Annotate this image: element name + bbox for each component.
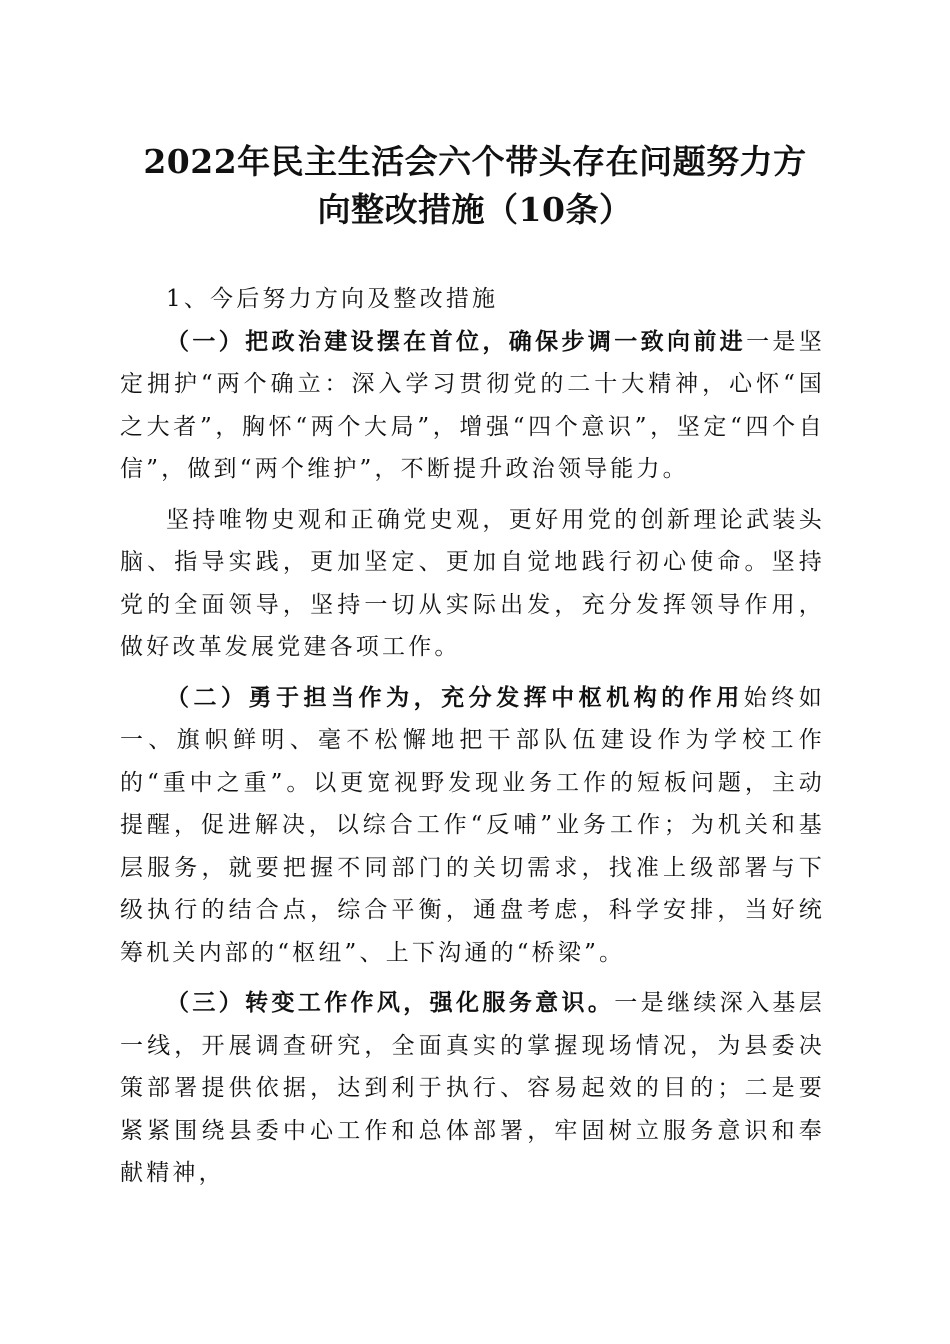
paragraph-4-text: 一是继续深入基层一线，开展调查研究，全面真实的掌握现场情况，为县委决策部署提供依据，达到利于执行、容易起效的目的；二是要紧紧围绕县委中心工作和总体部署，牢固树立服务意识和奉献精神， (120, 990, 825, 1186)
paragraph-4 (120, 982, 825, 1195)
paragraph-1-text: 一是坚定拥护“两个确立：深入学习贯彻党的二十大精神，心怀“国之大者”，胸怀“两个大局”，增强“四个意识”，坚定“四个自信”，做到“两个维护”，不断提升政治领导能力。 (120, 328, 825, 482)
title-line-1: 2022年民主生活会六个带头存在问题努力方 (143, 142, 807, 181)
paragraph-4-lead: （三）转变工作作风，强化服务意识。 (166, 989, 615, 1016)
document-body (120, 278, 825, 1195)
paragraph-2-text: 坚持唯物史观和正确党史观，更好用党的创新理论武装头脑、指导实践，更加坚定、更加自觉地践行初心使命。坚持党的全面领导，坚持一切从实际出发，充分发挥领导作用，做好改革发展党建各项工作。 (120, 506, 825, 660)
paragraph-2 (120, 499, 825, 669)
paragraph-3-text: 始终如一、旗帜鲜明、毫不松懈地把干部队伍建设作为学校工作的“重中之重”。以更宽视野发现业务工作的短板问题，主动提醒，促进解决，以综合工作“反哺”业务工作；为机关和基层服务，就要把握不同部门的关切需求，找准上级部署与下级执行的结合点，综合平衡，通盘考虑，科学安排，当好统筹机关内部的“枢纽”、上下沟通的“桥梁”。 (120, 684, 825, 966)
paragraph-3-lead: （二）勇于担当作为，充分发挥中枢机构的作用 (166, 683, 744, 711)
title-line-2: 向整改措施（10条） (317, 190, 633, 229)
document-title (110, 138, 840, 234)
section-heading: 1、今后努力方向及整改措施 (166, 286, 499, 312)
paragraph-3 (120, 677, 825, 975)
paragraph-1 (120, 321, 825, 491)
paragraph-1-lead: （一）把政治建设摆在首位，确保步调一致向前进 (166, 327, 747, 355)
